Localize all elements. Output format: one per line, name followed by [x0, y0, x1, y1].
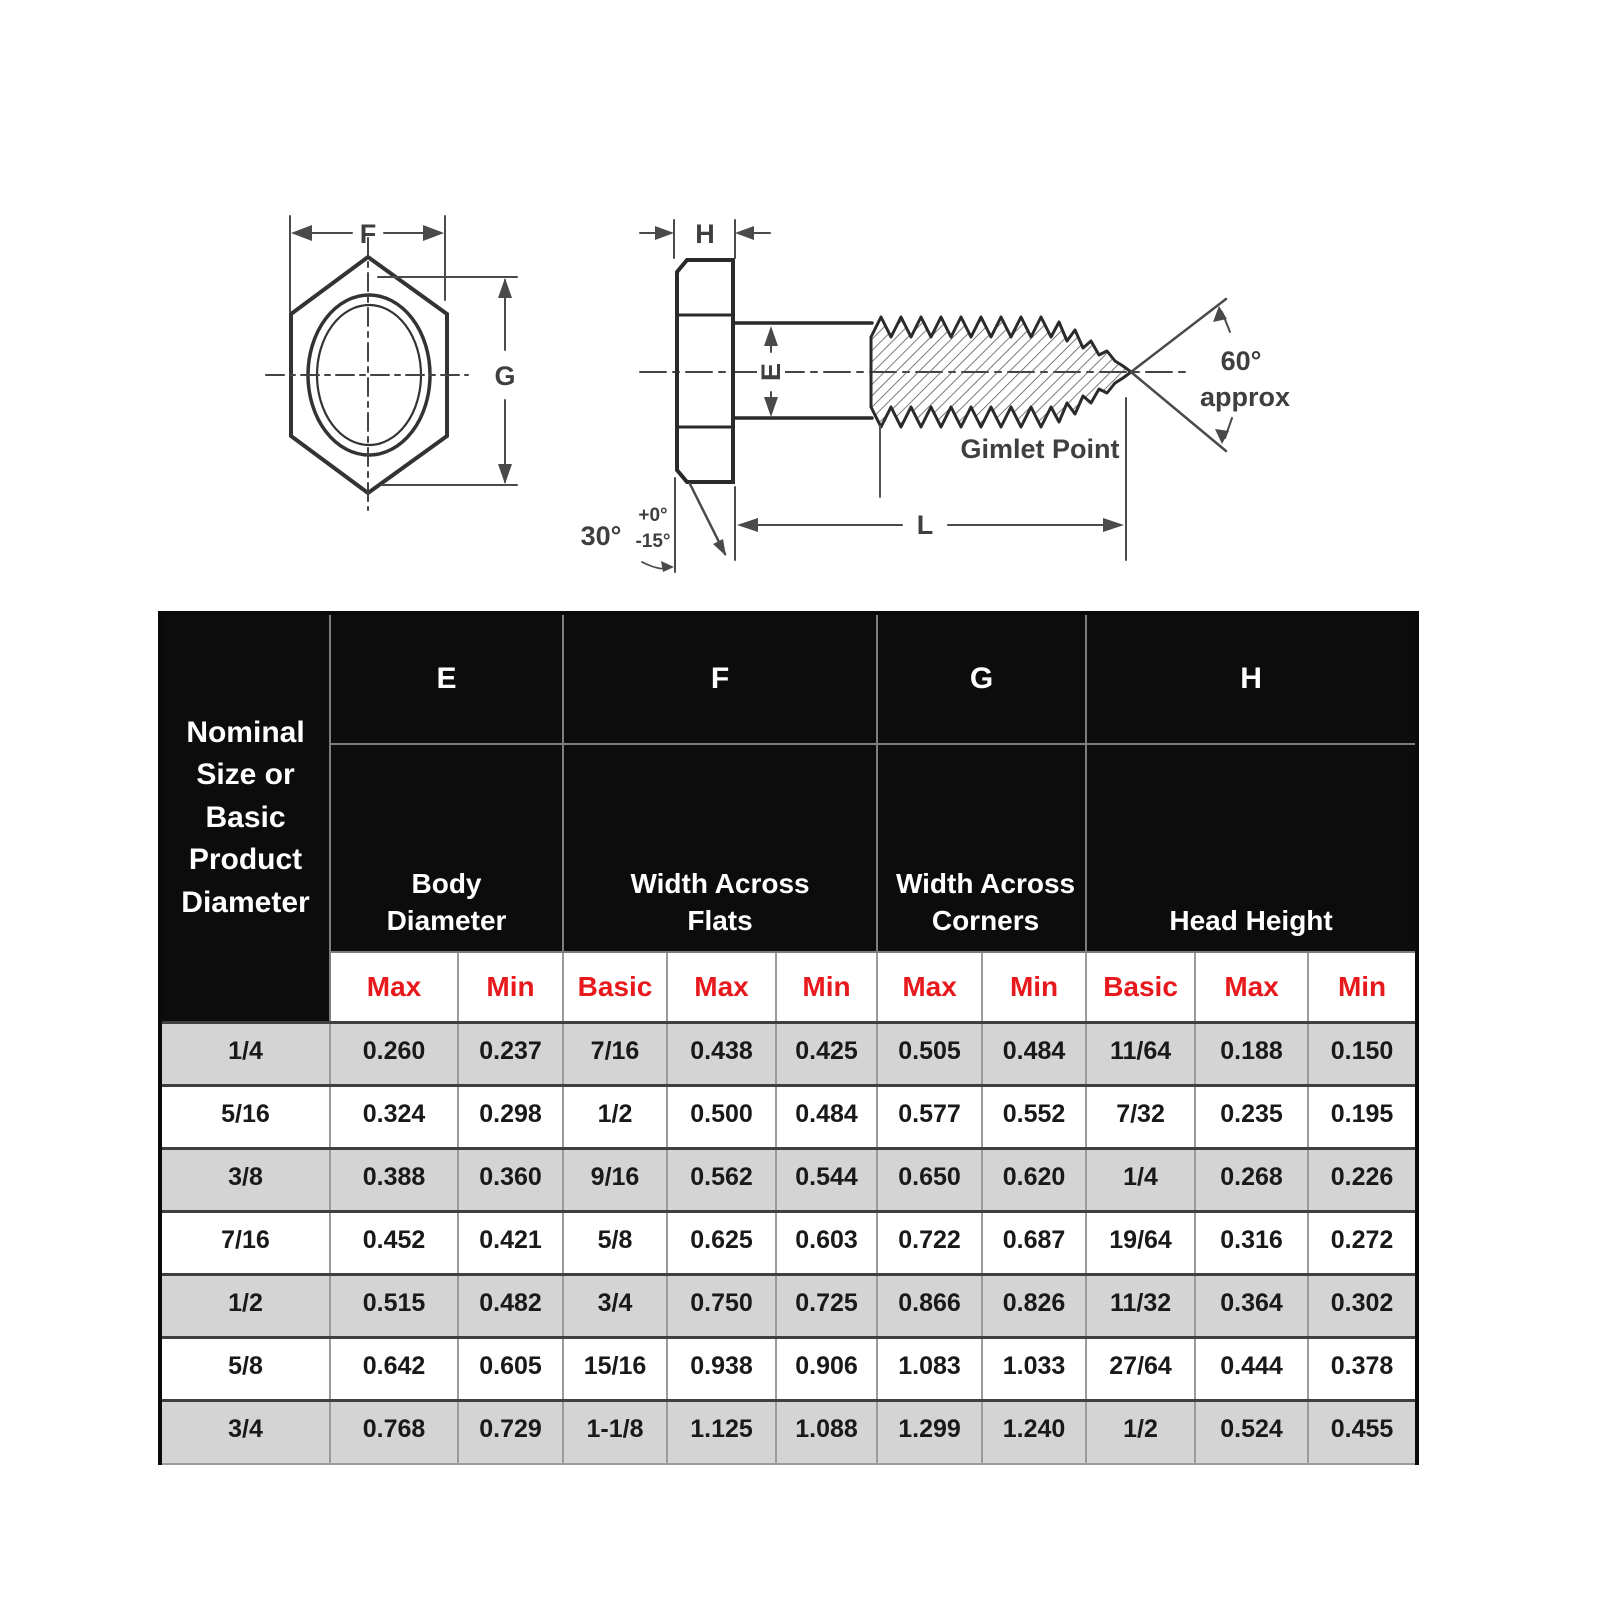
value-cell: 0.603: [776, 1212, 877, 1275]
bearing-angle-tol-plus: +0°: [638, 505, 668, 526]
value-cell: 0.388: [330, 1149, 458, 1212]
value-cell: 0.324: [330, 1086, 458, 1149]
bearing-angle-label: 30°: [580, 521, 622, 551]
table-row: [160, 1086, 1417, 1149]
group-name-width-across-corners: [877, 744, 1086, 952]
value-cell: 0.421: [458, 1212, 563, 1275]
size-cell: 7/16: [160, 1212, 330, 1275]
lag-screw-side-view: [581, 219, 1290, 572]
value-cell: 0.642: [330, 1338, 458, 1401]
group-letter-g: G: [877, 613, 1086, 744]
arrowhead: [498, 464, 512, 484]
value-cell: 0.268: [1195, 1149, 1308, 1212]
value-cell: 7/16: [563, 1023, 667, 1086]
g-dimension-label: G: [494, 361, 516, 391]
value-cell: 0.505: [877, 1023, 982, 1086]
arrowhead: [1215, 429, 1229, 444]
sub-header-cell: Min: [458, 952, 563, 1023]
value-cell: 0.484: [982, 1023, 1086, 1086]
value-cell: 0.650: [877, 1149, 982, 1212]
size-cell: 1/4: [160, 1023, 330, 1086]
thread-profile: [871, 317, 1131, 427]
group-name-head-height: [1086, 744, 1417, 952]
value-cell: 0.237: [458, 1023, 563, 1086]
value-cell: 0.866: [877, 1275, 982, 1338]
group-letter-f: F: [563, 613, 877, 744]
sub-header-cell: Min: [776, 952, 877, 1023]
group-letter-h: H: [1086, 613, 1417, 744]
value-cell: 0.500: [667, 1086, 776, 1149]
hex-head-front-view: [266, 216, 517, 510]
bearing-angle-tol-minus: -15°: [635, 531, 671, 552]
size-cell: 5/8: [160, 1338, 330, 1401]
size-cell: 3/8: [160, 1149, 330, 1212]
group-letter-e: E: [330, 613, 563, 744]
sub-header-cell: Max: [877, 952, 982, 1023]
table-row: [160, 1338, 1417, 1401]
value-cell: 0.544: [776, 1149, 877, 1212]
value-cell: 1.033: [982, 1338, 1086, 1401]
value-cell: 0.260: [330, 1023, 458, 1086]
value-cell: 0.552: [982, 1086, 1086, 1149]
sub-header-cell: Min: [1308, 952, 1417, 1023]
sub-header-cell: Min: [982, 952, 1086, 1023]
group-name-label: Width Across Corners: [895, 868, 1076, 936]
value-cell: 0.515: [330, 1275, 458, 1338]
arrowhead: [764, 397, 778, 417]
value-cell: 1.125: [667, 1401, 776, 1464]
arrowhead: [1103, 518, 1124, 532]
value-cell: 0.455: [1308, 1401, 1417, 1464]
sub-header-cell: Max: [330, 952, 458, 1023]
table-row: [160, 1275, 1417, 1338]
sub-header-cell: Basic: [563, 952, 667, 1023]
value-cell: 0.729: [458, 1401, 563, 1464]
point-angle-approx-label: approx: [1199, 382, 1291, 412]
bearing-angle-callout: [581, 478, 726, 572]
group-name-label: Body Diameter: [386, 868, 507, 936]
arrowhead: [498, 278, 512, 298]
h-dimension-label: H: [695, 219, 715, 249]
arrowhead: [661, 561, 674, 572]
value-cell: 1.083: [877, 1338, 982, 1401]
value-cell: 0.188: [1195, 1023, 1308, 1086]
value-cell: 0.444: [1195, 1338, 1308, 1401]
value-cell: 1/4: [1086, 1149, 1195, 1212]
e-dimension-label: E: [756, 362, 786, 382]
table-row: [160, 1149, 1417, 1212]
point-angle-label: 60°: [1220, 346, 1262, 376]
value-cell: 0.625: [667, 1212, 776, 1275]
value-cell: 11/32: [1086, 1275, 1195, 1338]
value-cell: 9/16: [563, 1149, 667, 1212]
technical-drawing: [0, 0, 1600, 600]
value-cell: 1-1/8: [563, 1401, 667, 1464]
size-cell: 5/16: [160, 1086, 330, 1149]
value-cell: 0.378: [1308, 1338, 1417, 1401]
value-cell: 0.906: [776, 1338, 877, 1401]
arrowhead: [655, 226, 674, 240]
value-cell: 0.750: [667, 1275, 776, 1338]
letter-header-row: [160, 613, 1417, 744]
value-cell: 0.235: [1195, 1086, 1308, 1149]
value-cell: 0.482: [458, 1275, 563, 1338]
value-cell: 0.298: [458, 1086, 563, 1149]
value-cell: 0.452: [330, 1212, 458, 1275]
value-cell: 1.240: [982, 1401, 1086, 1464]
group-name-label: Head Height: [1169, 904, 1333, 936]
table-row: [160, 1401, 1417, 1464]
angle-line: [1131, 299, 1226, 372]
arrowhead: [764, 326, 778, 346]
value-cell: 0.226: [1308, 1149, 1417, 1212]
point-angle-callout: [1131, 299, 1290, 451]
size-cell: 1/2: [160, 1275, 330, 1338]
arrowhead: [291, 225, 312, 241]
value-cell: 1/2: [1086, 1401, 1195, 1464]
value-cell: 0.360: [458, 1149, 563, 1212]
arrowhead: [735, 226, 754, 240]
sub-header-cell: Basic: [1086, 952, 1195, 1023]
value-cell: 0.826: [982, 1275, 1086, 1338]
value-cell: 0.302: [1308, 1275, 1417, 1338]
value-cell: 0.577: [877, 1086, 982, 1149]
value-cell: 0.620: [982, 1149, 1086, 1212]
f-dimension-label: F: [359, 219, 377, 249]
value-cell: 0.938: [667, 1338, 776, 1401]
size-cell: 3/4: [160, 1401, 330, 1464]
value-cell: 7/32: [1086, 1086, 1195, 1149]
arrowhead: [423, 225, 444, 241]
value-cell: 5/8: [563, 1212, 667, 1275]
group-name-width-across-flats: [563, 744, 877, 952]
value-cell: 1/2: [563, 1086, 667, 1149]
value-cell: 0.484: [776, 1086, 877, 1149]
value-cell: 0.150: [1308, 1023, 1417, 1086]
dimension-table: [158, 611, 1419, 1465]
sub-header-cell: Max: [1195, 952, 1308, 1023]
value-cell: 0.562: [667, 1149, 776, 1212]
value-cell: 11/64: [1086, 1023, 1195, 1086]
value-cell: 0.364: [1195, 1275, 1308, 1338]
table-row: [160, 1212, 1417, 1275]
value-cell: 0.195: [1308, 1086, 1417, 1149]
value-cell: 1.299: [877, 1401, 982, 1464]
sub-header-cell: Max: [667, 952, 776, 1023]
value-cell: 0.722: [877, 1212, 982, 1275]
value-cell: 0.768: [330, 1401, 458, 1464]
value-cell: 27/64: [1086, 1338, 1195, 1401]
group-name-body-diameter: [330, 744, 563, 952]
value-cell: 0.425: [776, 1023, 877, 1086]
table-row: [160, 1023, 1417, 1086]
value-cell: 3/4: [563, 1275, 667, 1338]
corner-header-label: Nominal Size or Basic Product Diameter: [181, 715, 310, 919]
value-cell: 0.725: [776, 1275, 877, 1338]
arrowhead: [713, 539, 726, 556]
value-cell: 0.687: [982, 1212, 1086, 1275]
value-cell: 15/16: [563, 1338, 667, 1401]
group-name-label: Width Across Flats: [630, 868, 810, 936]
l-dimension-label: L: [916, 510, 934, 540]
value-cell: 19/64: [1086, 1212, 1195, 1275]
description-header-row: [160, 744, 1417, 952]
gimlet-point-label: Gimlet Point: [960, 434, 1120, 464]
e-dimension: [756, 326, 786, 417]
value-cell: 0.438: [667, 1023, 776, 1086]
value-cell: 0.272: [1308, 1212, 1417, 1275]
arrowhead: [737, 518, 758, 532]
sub-header-row: [160, 952, 1417, 1023]
value-cell: 0.605: [458, 1338, 563, 1401]
corner-header-cell: [160, 613, 330, 1023]
value-cell: 0.524: [1195, 1401, 1308, 1464]
value-cell: 1.088: [776, 1401, 877, 1464]
value-cell: 0.316: [1195, 1212, 1308, 1275]
